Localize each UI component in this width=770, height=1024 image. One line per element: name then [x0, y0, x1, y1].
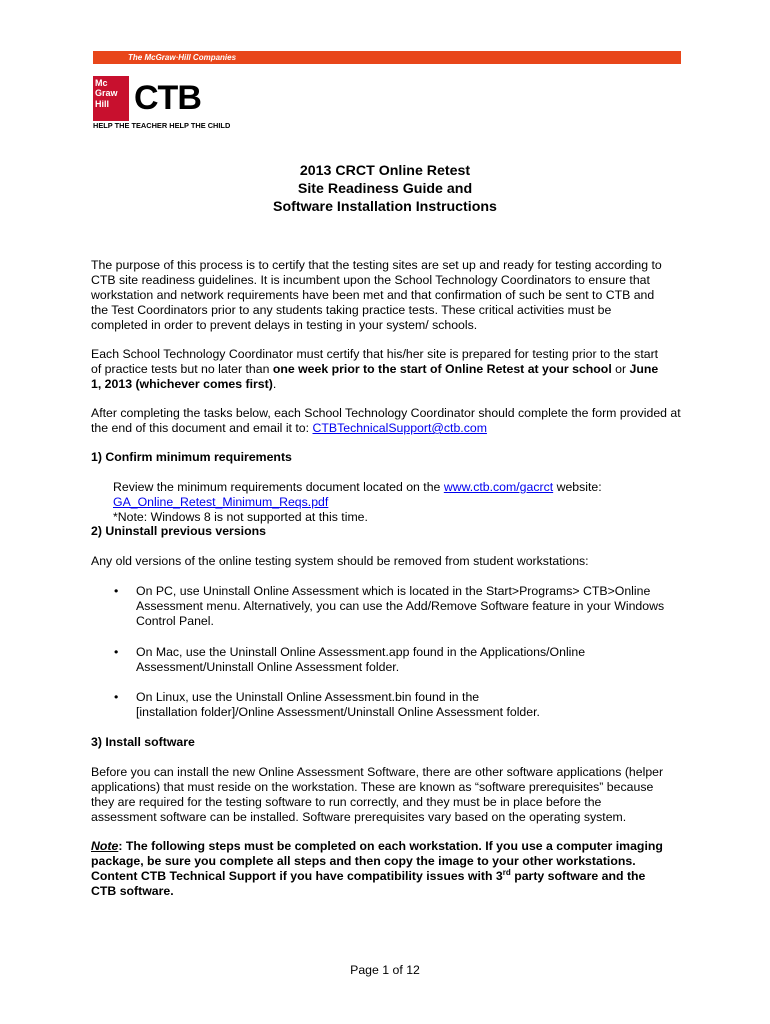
support-email-link[interactable]: CTBTechnicalSupport@ctb.com: [312, 421, 487, 435]
intro-p1-line: the Test Coordinators prior to any students taking practice tests. These critical activities must be: [91, 303, 612, 317]
intro-p2-line: Each School Technology Coordinator must certify that his/her site is prepared for testing prior to the start: [91, 347, 659, 361]
intro-paragraph-1: [91, 258, 662, 333]
intro-p2-line: of practice tests but no later than one week prior to the start of Online Retest at your school or June: [91, 362, 659, 376]
intro-p3-line: After completing the tasks below, each School Technology Coordinator should complete the form provided at: [91, 406, 681, 420]
section-3-line: they are required for the testing software to run correctly, and they must be in place before the: [91, 795, 602, 809]
logo-mc: Mc: [95, 78, 108, 88]
bullet-glyph: •: [114, 645, 119, 659]
bullet-pc: [136, 584, 664, 629]
header-bar: [93, 51, 681, 64]
intro-p1-line: The purpose of this process is to certify that the testing sites are set up and ready for testing according to: [91, 258, 662, 272]
bullet-mac-line: Assessment/Uninstall Online Assessment folder.: [136, 660, 400, 674]
minimum-reqs-pdf-link[interactable]: GA_Online_Retest_Minimum_Reqs.pdf: [113, 495, 329, 509]
document-title: [0, 162, 770, 216]
intro-p1-line: CTB site readiness guidelines. It is incumbent upon the School Technology Coordinators to ensure that: [91, 273, 650, 287]
bullet-linux-line: On Linux, use the Uninstall Online Assessment.bin found in the: [136, 690, 480, 704]
mcgraw-hill-logo-box: [93, 76, 129, 121]
bullet-pc-line: Assessment menu. Alternatively, you can use the Add/Remove Software feature in your Windows: [136, 599, 665, 613]
logo-ctb-text: CTB: [134, 79, 201, 117]
section-3-line: assessment software can be installed. Software prerequisites vary based on the operating system.: [91, 810, 627, 824]
section-2-intro: Any old versions of the online testing system should be removed from student workstations:: [91, 554, 589, 568]
bullet-linux-line: [installation folder]/Online Assessment/Uninstall Online Assessment folder.: [136, 705, 540, 719]
logo-tagline: HELP THE TEACHER HELP THE CHILD: [93, 121, 231, 130]
intro-p3-line: the end of this document and email it to: CTBTechnicalSupport@ctb.com: [91, 421, 487, 435]
bullet-glyph: •: [114, 690, 119, 704]
section-1-line: [113, 495, 602, 510]
section-2-heading: 2) Uninstall previous versions: [91, 524, 266, 538]
page-number: Page 1 of 12: [350, 963, 420, 977]
intro-paragraph-3: [91, 406, 681, 436]
title-line-3: Software Installation Instructions: [273, 199, 497, 215]
note-line: CTB software.: [91, 884, 174, 898]
note-line: package, be sure you complete all steps and then copy the image to your other workstations.: [91, 854, 636, 868]
note-line: Content CTB Technical Support if you have compatibility issues with 3rd party software and the: [91, 867, 646, 883]
section-1-heading: 1) Confirm minimum requirements: [91, 450, 292, 464]
bullet-pc-line: On PC, use Uninstall Online Assessment which is located in the Start>Programs> CTB>Online: [136, 584, 651, 598]
title-line-2: Site Readiness Guide and: [297, 181, 473, 197]
intro-p1-line: completed in order to prevent delays in testing in your system/ schools.: [91, 318, 478, 332]
note-label: Note: [91, 839, 119, 853]
section-3-paragraph: [91, 765, 663, 825]
section-1-body: [113, 480, 602, 525]
companies-text: The McGraw·Hill Companies: [128, 53, 237, 62]
bullet-mac: [136, 645, 585, 675]
bullet-glyph: •: [114, 584, 119, 598]
bullet-linux: [136, 690, 540, 720]
title-line-1: 2013 CRCT Online Retest: [299, 163, 471, 179]
section-3-line: Before you can install the new Online Assessment Software, there are other software applications (helper: [91, 765, 664, 779]
section-3-note: [91, 839, 663, 899]
logo-graw: Graw: [95, 88, 118, 98]
logo-hill: Hill: [95, 99, 110, 109]
note-line: Note: The following steps must be completed on each workstation. If you use a computer imaging: [91, 839, 663, 853]
intro-p2-line: 1, 2013 (whichever comes first).: [91, 377, 277, 391]
section-1-line: Review the minimum requirements document located on the www.ctb.com/gacrct website:: [113, 480, 602, 494]
bullet-mac-line: On Mac, use the Uninstall Online Assessment.app found in the Applications/Online: [136, 645, 586, 659]
section-3-line: applications) that must reside on the workstation. These are known as “software prerequisites” because: [91, 780, 654, 794]
ctb-website-link[interactable]: www.ctb.com/gacrct: [443, 480, 554, 494]
intro-paragraph-2: [91, 347, 658, 392]
intro-p1-line: workstation and network requirements have been met and that confirmation of such be sent to CTB and: [91, 288, 655, 302]
ctb-logo: [93, 76, 273, 130]
windows-8-note: *Note: Windows 8 is not supported at this time.: [113, 510, 368, 524]
bullet-pc-line: Control Panel.: [136, 614, 214, 628]
section-3-heading: 3) Install software: [91, 735, 195, 749]
